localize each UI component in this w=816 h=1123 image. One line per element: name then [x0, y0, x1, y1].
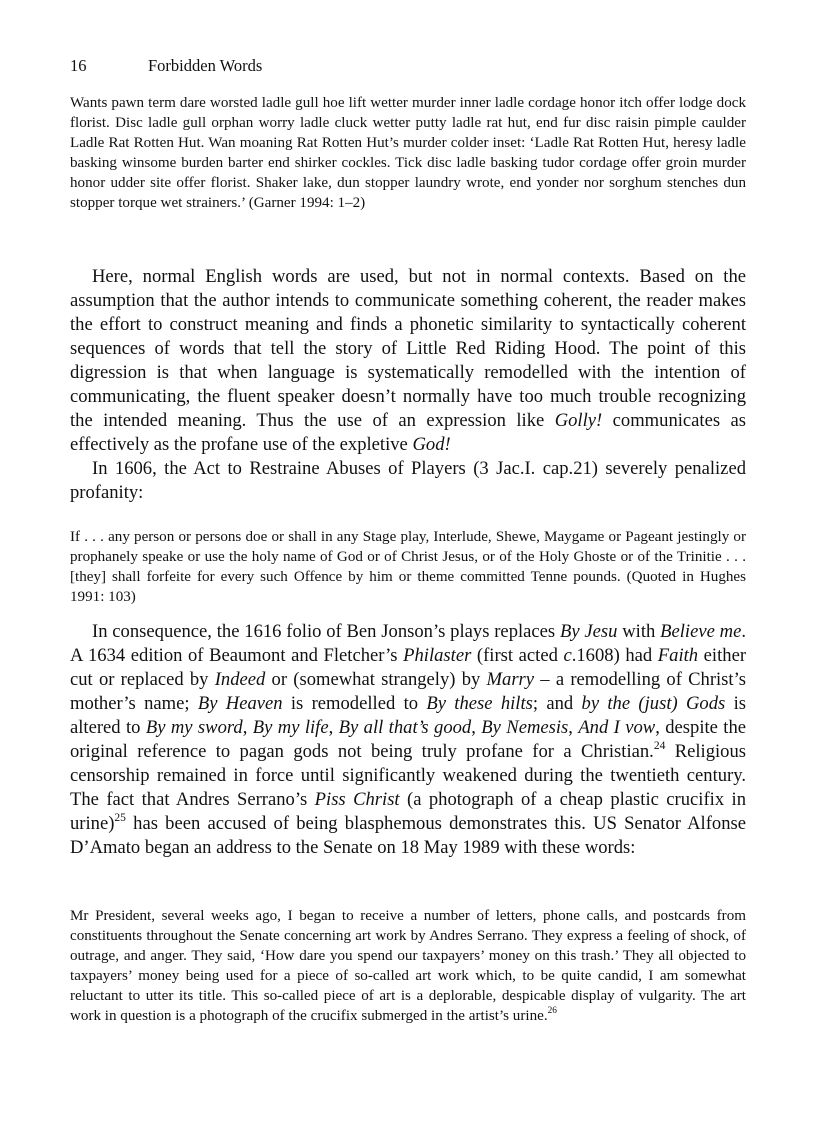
- italic-term: Marry: [486, 669, 535, 690]
- block-quote-damato: [70, 906, 746, 1026]
- italic-term: Philaster: [403, 645, 472, 666]
- text-run: is remodelled to: [282, 693, 427, 714]
- text-run: with: [617, 621, 661, 642]
- text-run: (first acted: [471, 645, 564, 666]
- footnote-marker[interactable]: 24: [653, 739, 666, 752]
- italic-term: Faith: [657, 645, 699, 666]
- block-quote-act: [70, 527, 746, 607]
- italic-term: by the (just) Gods: [581, 693, 726, 714]
- quote-text: [70, 906, 746, 1026]
- italic-term: Indeed: [214, 669, 266, 690]
- text-run: either cut or replaced by: [70, 645, 747, 690]
- paragraph: [70, 620, 746, 860]
- text-run: ,: [471, 717, 482, 738]
- italic-term: God!: [412, 434, 451, 455]
- text-run: ; and: [532, 693, 582, 714]
- text-run: Here, normal English words are used, but not in normal contexts. Based on the assumption that the author intends to communicate something coherent, the reader makes the effort to construct meaning and finds a phonetic similarity to syntactically coherent sequences of words that tell the story of Little Red Riding Hood. The point of this digression is that when language is systematically remodelled with the intention of communicating, the fluent speaker doesn’t normally have too much trouble recognizing the intended meaning. Thus the use of an expression like: [70, 266, 746, 431]
- footnote-marker[interactable]: 26: [547, 1006, 557, 1017]
- footnote-marker[interactable]: 25: [114, 811, 126, 824]
- italic-term: By these hilts: [426, 693, 533, 714]
- body-section-2: [70, 620, 746, 860]
- text-run: In consequence, the 1616 folio of Ben Jonson’s plays replaces: [92, 621, 560, 642]
- text-run: ,: [568, 717, 579, 738]
- running-title: Forbidden Words: [148, 56, 263, 75]
- text-run: . A 1634 edition of Beaumont and Fletcher’s: [70, 621, 746, 666]
- text-run: ,: [328, 717, 339, 738]
- italic-term: By Jesu: [559, 621, 618, 642]
- paragraph: In 1606, the Act to Restraine Abuses of Players (3 Jac.I. cap.21) severely penalized profanity:: [70, 458, 746, 503]
- text-run: is altered to: [70, 693, 746, 738]
- italic-term: By Heaven: [197, 693, 283, 714]
- text-run: – a remodelling of Christ’s mother’s name;: [70, 669, 746, 714]
- italic-term: By my sword: [145, 717, 243, 738]
- body-section-1: [70, 265, 746, 505]
- text-run: has been accused of being blasphemous demonstrates this. US Senator Alfonse D’Amato began an address to the Senate on 18 May 1989 with these words:: [70, 813, 746, 858]
- italic-term: And I vow: [578, 717, 656, 738]
- italic-term: Believe me: [660, 621, 742, 642]
- page-number: 16: [70, 56, 87, 75]
- text-run: , despite the original reference to pagan gods not being truly profane for a Christian.: [70, 717, 747, 762]
- text-run: (a photograph of a cheap plastic crucifix in urine): [70, 789, 747, 834]
- running-header: [70, 56, 262, 76]
- text-run: communicates as effectively as the profane use of the expletive: [70, 410, 746, 455]
- quote-text: If . . . any person or persons doe or shall in any Stage play, Interlude, Shewe, Maygame or Pageant jestingly or prophanely speake or use the holy name of God or of Christ Jesus, or of the Holy Ghoste or of the Trinitie . . . [they] shall forfeite for every such Offence by him or theme committed Tenne pounds. (Quoted in Hughes 1991: 103): [70, 529, 746, 605]
- italic-term: c: [563, 645, 572, 666]
- text-run: Mr President, several weeks ago, I began to receive a number of letters, phone calls, and postcards from constituents throughout the Senate concerning art work by Andres Serrano. They express a feeling of shock, of outrage, and anger. They said, ‘How dare you spend our taxpayers’ money on this trash.’ They all objected to taxpayers’ money being used for a piece of so-called art work which, to be quite candid, I am somewhat reluctant to utter its title. This so-called piece of art is a deplorable, despicable display of vulgarity. The art work in question is a photograph of the crucifix submerged in the artist’s urine.: [70, 908, 746, 1024]
- paragraph: [70, 265, 746, 457]
- text-run: ,: [242, 717, 253, 738]
- italic-term: By my life: [252, 717, 329, 738]
- italic-term: Golly!: [554, 410, 603, 431]
- text-run: or (somewhat strangely) by: [265, 669, 487, 690]
- italic-term: By Nemesis: [481, 717, 569, 738]
- block-quote-ladle-rat: [70, 93, 746, 213]
- italic-term: Piss Christ: [314, 789, 400, 810]
- italic-term: By all that’s good: [338, 717, 472, 738]
- text-run: .1608) had: [571, 645, 658, 666]
- quote-text: Wants pawn term dare worsted ladle gull hoe lift wetter murder inner ladle cordage honor itch offer lodge dock florist. Disc ladle gull orphan worry ladle cluck wetter putty ladle rat hut, end fur disc raisin pimple caulder Ladle Rat Rotten Hut. Wan moaning Rat Rotten Hut’s murder colder inset: ‘Ladle Rat Rotten Hut, heresy ladle basking winsome burden barter end shirker cockles. Tick disc ladle basking tudor cordage offer groin murder honor udder site offer florist. Shaker lake, dun stopper laundry wrote, end yonder nor sorghum stenches dun stopper torque wet strainers.’ (Garner 1994: 1–2): [70, 95, 746, 211]
- text-run: Religious censorship remained in force until significantly weakened during the twentieth century. The fact that Andres Serrano’s: [70, 741, 746, 810]
